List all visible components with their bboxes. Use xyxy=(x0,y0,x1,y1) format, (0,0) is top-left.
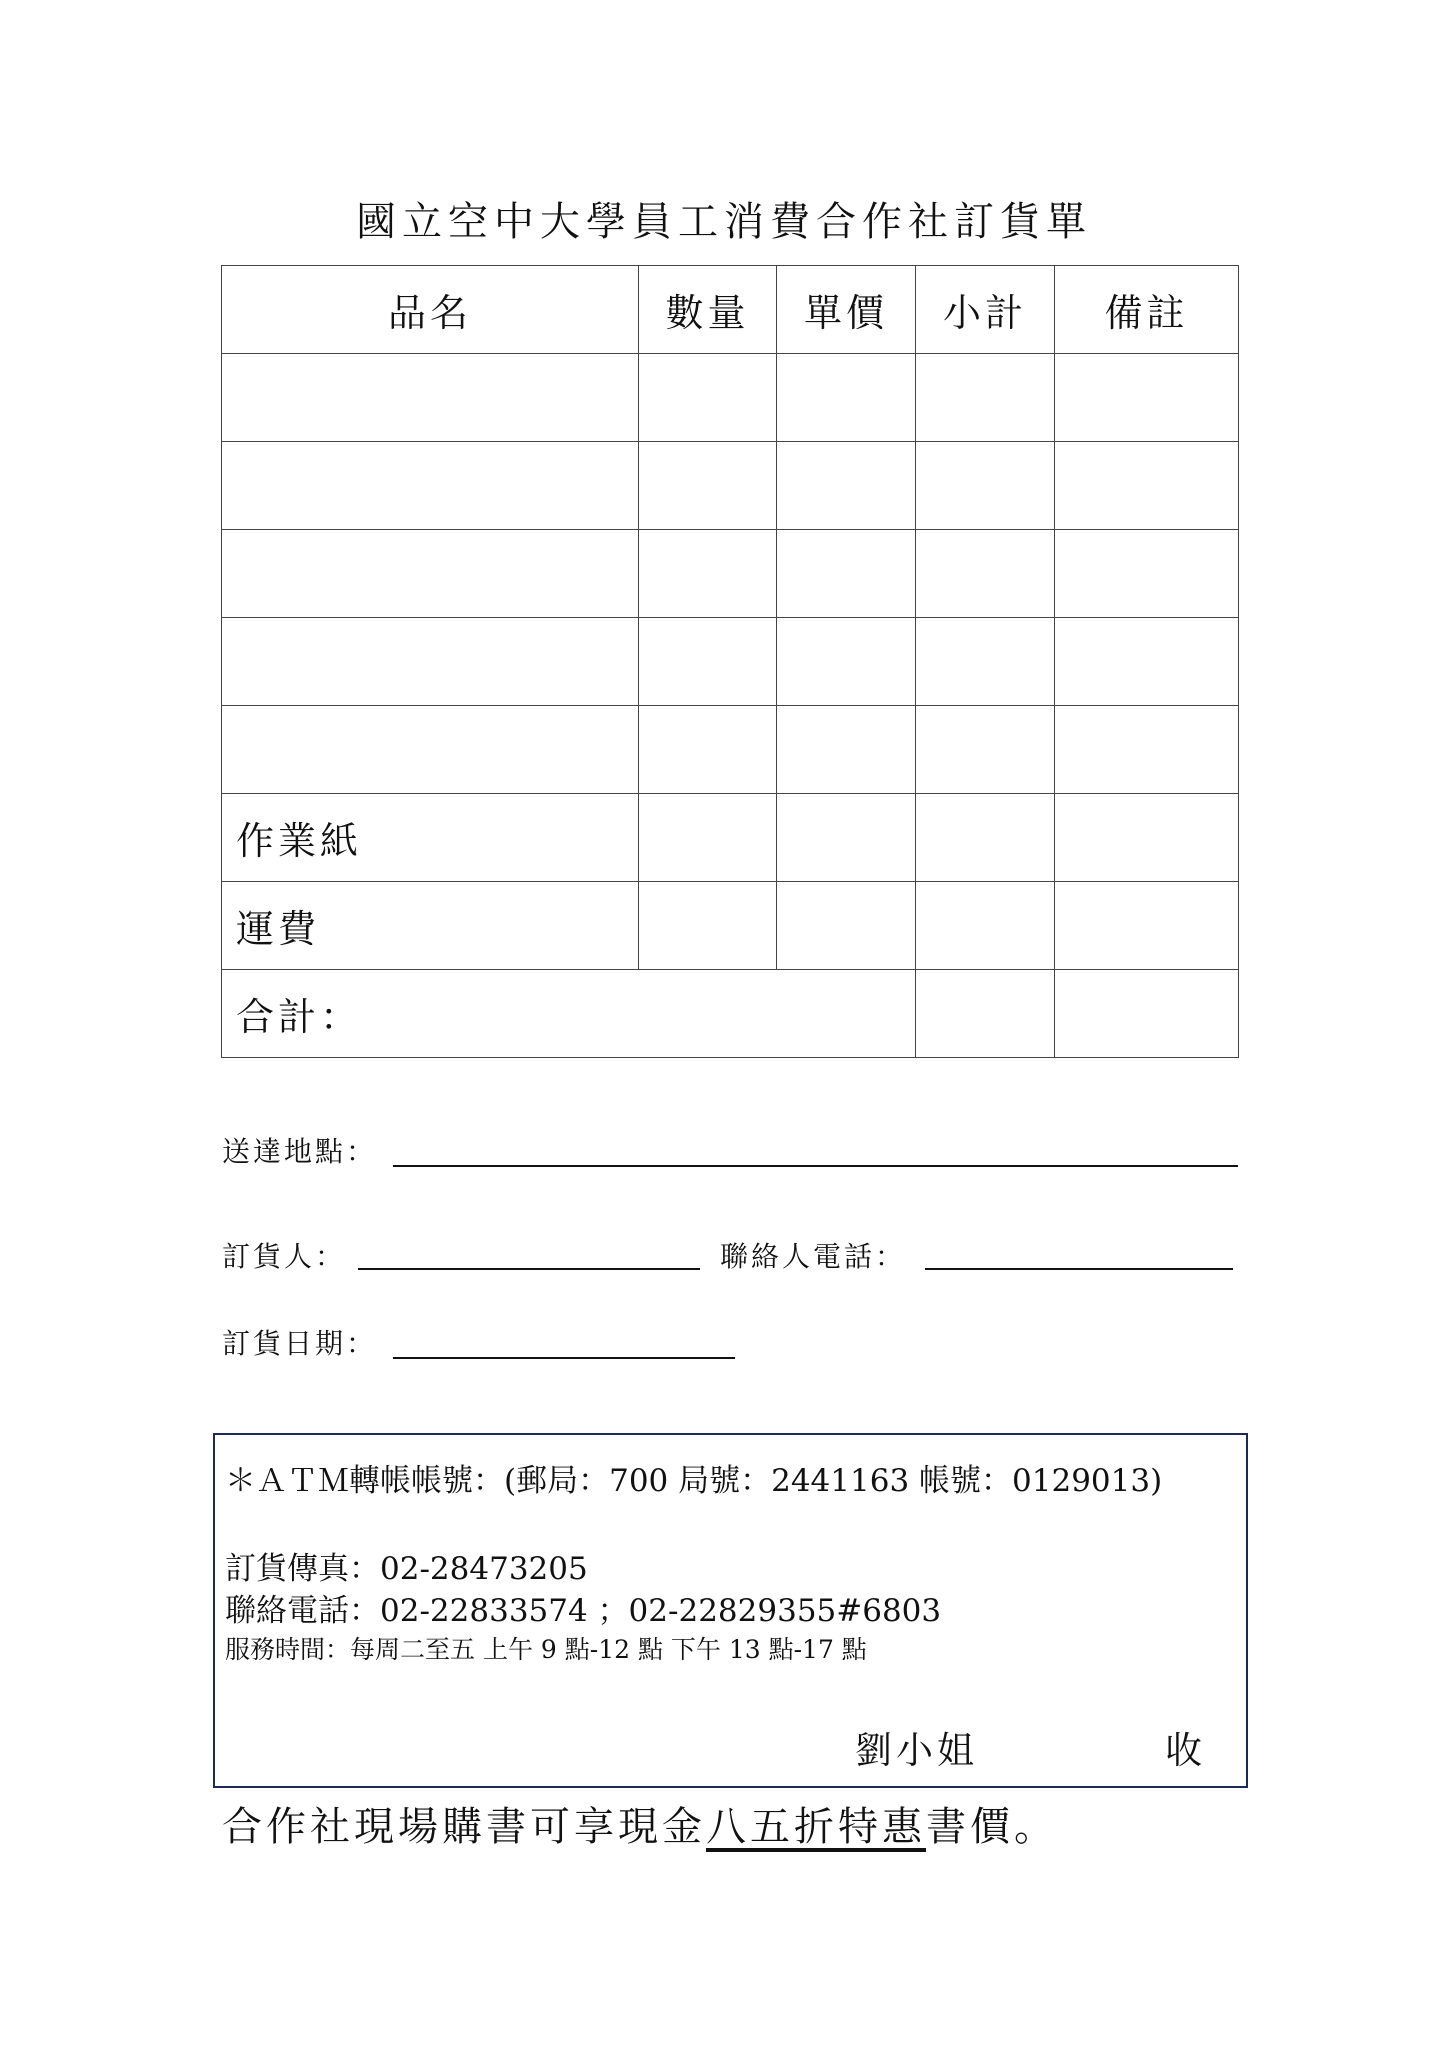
item-label-worksheet: 作業紙 xyxy=(222,794,639,882)
header-subtotal: 小計 xyxy=(916,266,1055,354)
cell-price[interactable] xyxy=(777,794,916,882)
cell-price[interactable] xyxy=(777,354,916,442)
cell-price[interactable] xyxy=(777,706,916,794)
cell-subtotal[interactable] xyxy=(916,882,1055,970)
payment-info-box xyxy=(213,1433,1248,1788)
cell-remarks[interactable] xyxy=(1055,706,1239,794)
cell-qty[interactable] xyxy=(639,354,777,442)
delivery-field[interactable] xyxy=(393,1165,1238,1167)
cell-subtotal[interactable] xyxy=(916,618,1055,706)
cell-remarks[interactable] xyxy=(1055,618,1239,706)
table-row xyxy=(222,618,1239,706)
table-row xyxy=(222,706,1239,794)
cell-qty[interactable] xyxy=(639,530,777,618)
cell-total-remarks[interactable] xyxy=(1055,970,1239,1058)
form-title: 國立空中大學員工消費合作社訂貨單 xyxy=(356,199,1092,245)
header-remarks: 備註 xyxy=(1055,266,1239,354)
header-quantity: 數量 xyxy=(639,266,777,354)
promo-text xyxy=(222,1795,1058,1852)
table-row-shipping xyxy=(222,882,1239,970)
receive-label: 收 xyxy=(1165,1729,1202,1772)
cell-price[interactable] xyxy=(777,618,916,706)
cell-item[interactable] xyxy=(222,618,639,706)
cell-item[interactable] xyxy=(222,442,639,530)
cell-subtotal[interactable] xyxy=(916,794,1055,882)
cell-qty[interactable] xyxy=(639,794,777,882)
header-item-name: 品名 xyxy=(222,266,639,354)
phone-text: 聯絡電話：02-22833574 ；02-22829355#6803 xyxy=(225,1593,942,1629)
header-unit-price: 單價 xyxy=(777,266,916,354)
cell-remarks[interactable] xyxy=(1055,442,1239,530)
cell-subtotal[interactable] xyxy=(916,706,1055,794)
cell-total-subtotal[interactable] xyxy=(916,970,1055,1058)
cell-subtotal[interactable] xyxy=(916,442,1055,530)
orderer-field[interactable] xyxy=(358,1268,700,1270)
delivery-label: 送達地點： xyxy=(222,1135,378,1168)
promo-prefix: 合作社現場購書可享現金 xyxy=(222,1804,706,1850)
promo-suffix: 書價。 xyxy=(926,1804,1058,1850)
cell-remarks[interactable] xyxy=(1055,794,1239,882)
table-row-total xyxy=(222,970,1239,1058)
table-row-worksheet xyxy=(222,794,1239,882)
table-header-row xyxy=(222,266,1239,354)
cell-qty[interactable] xyxy=(639,618,777,706)
order-date-label: 訂貨日期： xyxy=(222,1327,378,1360)
cell-item[interactable] xyxy=(222,354,639,442)
contact-phone-field[interactable] xyxy=(925,1268,1233,1270)
item-label-shipping: 運費 xyxy=(222,882,639,970)
total-label: 合計： xyxy=(222,970,916,1058)
order-date-field[interactable] xyxy=(393,1357,735,1359)
cell-price[interactable] xyxy=(777,530,916,618)
cell-remarks[interactable] xyxy=(1055,882,1239,970)
cell-remarks[interactable] xyxy=(1055,354,1239,442)
cell-remarks[interactable] xyxy=(1055,530,1239,618)
cell-qty[interactable] xyxy=(639,882,777,970)
table-row xyxy=(222,354,1239,442)
atm-account-text: ＊ＡＴＭ轉帳帳號：(郵局：700 局號：2441163 帳號：0129013) xyxy=(225,1463,1163,1499)
table-row xyxy=(222,530,1239,618)
service-hours-text: 服務時間：每周二至五 上午 9 點-12 點 下午 13 點-17 點 xyxy=(225,1635,867,1664)
cell-price[interactable] xyxy=(777,882,916,970)
cell-subtotal[interactable] xyxy=(916,354,1055,442)
cell-price[interactable] xyxy=(777,442,916,530)
fax-text: 訂貨傳真：02-28473205 xyxy=(225,1551,588,1587)
orderer-label: 訂貨人： xyxy=(222,1240,347,1273)
cell-qty[interactable] xyxy=(639,706,777,794)
cell-item[interactable] xyxy=(222,706,639,794)
contact-phone-label: 聯絡人電話： xyxy=(720,1240,907,1273)
order-table xyxy=(221,265,1239,1058)
recipient-name: 劉小姐 xyxy=(855,1729,978,1772)
promo-highlight: 八五折特惠 xyxy=(706,1804,926,1850)
table-row xyxy=(222,442,1239,530)
cell-item[interactable] xyxy=(222,530,639,618)
cell-qty[interactable] xyxy=(639,442,777,530)
cell-subtotal[interactable] xyxy=(916,530,1055,618)
